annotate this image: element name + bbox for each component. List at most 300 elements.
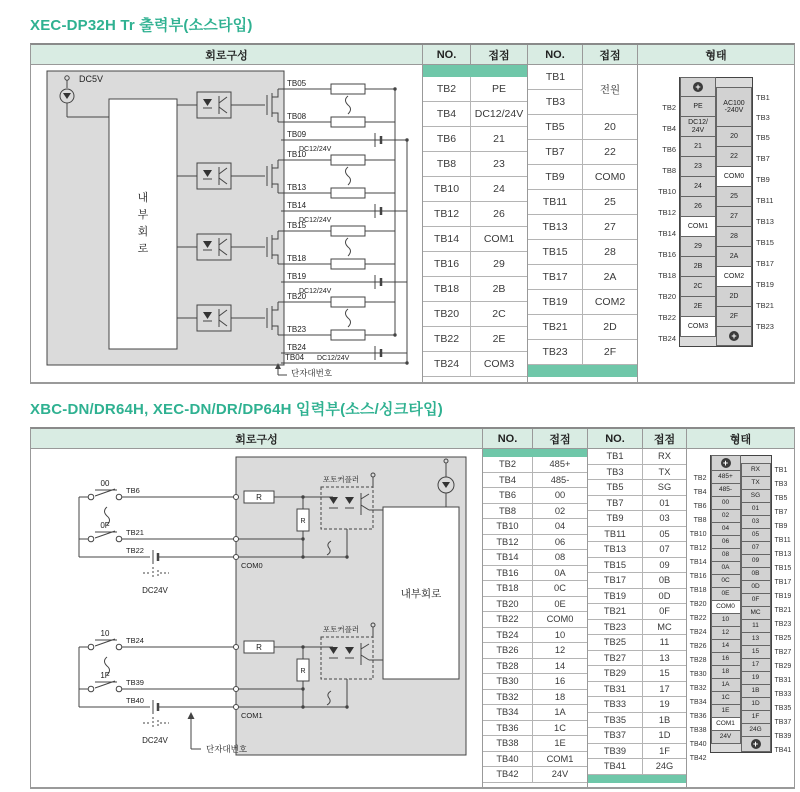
- table-row: [528, 265, 637, 290]
- terminal-pin-label: TB11: [774, 536, 791, 544]
- terminal-no: TB28: [483, 659, 533, 674]
- terminal-pin-label: TB7: [756, 154, 770, 163]
- terminal-no: TB9: [588, 511, 643, 526]
- contact-value: 01: [659, 497, 670, 508]
- table-row: [483, 488, 587, 504]
- terminal-pin-label: TB8: [693, 516, 707, 524]
- terminal-no: TB10: [423, 177, 471, 201]
- terminal-pin-label: TB32: [689, 684, 707, 692]
- terminal-cell: 1F: [741, 710, 771, 724]
- terminal-cell: TX: [741, 476, 771, 490]
- input-circuit-diagram: [31, 449, 483, 782]
- contact-value: SG: [657, 482, 672, 493]
- screw-icon: +: [729, 331, 739, 341]
- contact-value: 2D: [603, 321, 617, 333]
- green-strip: [423, 65, 527, 77]
- terminal-no: TB8: [483, 504, 533, 519]
- terminal-pin-label: TB20: [658, 292, 676, 301]
- table-row: [528, 190, 637, 215]
- power-row: [528, 65, 637, 115]
- section-input: [30, 398, 795, 789]
- contact-value: 485-: [550, 474, 570, 485]
- terminal-no: TB21: [588, 604, 643, 619]
- contact-value: PE: [491, 83, 506, 95]
- contact-value: COM0: [594, 171, 626, 183]
- dc-label: DC12/24V: [299, 288, 332, 295]
- terminal-cell: DC12/ 24V: [680, 116, 716, 137]
- terminal-cell: SG: [741, 489, 771, 503]
- terminal-no: TB3: [588, 465, 643, 480]
- terminal-pin-label: TB7: [774, 508, 788, 516]
- green-strip: [483, 449, 587, 457]
- tb-label: TB09: [287, 130, 307, 139]
- terminal-cell: 1E: [711, 704, 741, 718]
- terminal-no: TB18: [483, 581, 533, 596]
- terminal-cell: 485-: [711, 483, 741, 497]
- terminal-number-arrow: [191, 716, 201, 749]
- table-row: [528, 115, 637, 140]
- terminal-no: TB5: [528, 115, 583, 139]
- contact-value: 20: [604, 121, 616, 133]
- terminal-no: TB17: [588, 573, 643, 588]
- contact-value: COM1: [546, 753, 574, 764]
- terminal-no: TB16: [423, 252, 471, 276]
- terminal-pin-label: TB17: [756, 259, 774, 268]
- terminal-cell: 10: [711, 613, 741, 627]
- terminal-no: TB8: [423, 152, 471, 176]
- terminal-no: TB25: [588, 635, 643, 650]
- table-row: [423, 352, 527, 377]
- terminal-no: TB5: [588, 480, 643, 495]
- contact-value: 1C: [554, 722, 566, 733]
- terminal-no: TB23: [588, 620, 643, 635]
- table-row: [483, 736, 587, 752]
- terminal-cell: 2C: [680, 276, 716, 297]
- dc-label: DC24V: [142, 586, 168, 595]
- terminal-pin-label: TB22: [658, 313, 676, 322]
- terminal-table-right: [528, 65, 638, 382]
- resistor-label: R: [256, 643, 262, 652]
- contact-value: 05: [659, 528, 670, 539]
- contact-value: 2F: [603, 346, 617, 358]
- terminal-cell: 06: [711, 535, 741, 549]
- terminal-cell: 04: [711, 522, 741, 536]
- terminal-no: TB13: [528, 215, 583, 239]
- table-row: [588, 449, 686, 465]
- terminal-number-note: 단자대번호: [206, 744, 248, 754]
- terminal-pin-label: TB9: [774, 522, 788, 530]
- terminal-cell: RX: [741, 463, 771, 477]
- table-row: [483, 674, 587, 690]
- green-strip: [528, 365, 637, 377]
- terminal-cell: 21: [680, 136, 716, 157]
- terminal-cell: 28: [716, 226, 752, 247]
- terminal-pin-label: TB19: [774, 592, 792, 600]
- terminal-no: TB21: [528, 315, 583, 339]
- terminal-number-note: 단자대번호: [291, 368, 333, 377]
- terminal-pin-label: TB10: [658, 187, 676, 196]
- table-row: [423, 302, 527, 327]
- terminal-table-left: [423, 65, 528, 382]
- terminal-cell: 0A: [711, 561, 741, 575]
- tb-label: TB24: [287, 343, 307, 352]
- tb-label: TB23: [287, 325, 307, 334]
- dc-label: DC12/24V: [317, 355, 350, 362]
- header-contact: 접점: [583, 45, 638, 64]
- table-row: [588, 496, 686, 512]
- terminal-cell: AC100 -240V: [716, 87, 752, 127]
- tb-label: TB39: [126, 678, 144, 687]
- screw-icon: +: [751, 739, 761, 749]
- terminal-cell: 23: [680, 156, 716, 177]
- contact-value: 26: [493, 208, 505, 220]
- common-label: COM1: [241, 711, 263, 720]
- terminal-no: TB27: [588, 651, 643, 666]
- tb-label: TB14: [287, 201, 307, 210]
- terminal-no: TB22: [483, 612, 533, 627]
- terminal-pin-label: TB40: [689, 740, 707, 748]
- header-shape: 형태: [729, 433, 752, 446]
- table-row: [483, 767, 587, 783]
- terminal-pin-label: TB35: [774, 704, 792, 712]
- terminal-pin-label: TB22: [689, 614, 707, 622]
- contact-value: 28: [604, 246, 616, 258]
- terminal-cell: 00: [711, 496, 741, 510]
- terminal-no: TB23: [528, 340, 583, 364]
- table-row: [423, 327, 527, 352]
- terminal-no: TB14: [483, 550, 533, 565]
- terminal-no: TB2: [423, 77, 471, 101]
- table-row: [588, 511, 686, 527]
- contact-value: 12: [554, 645, 566, 656]
- contact-value: 21: [493, 133, 505, 145]
- tb-label: TB40: [126, 696, 144, 705]
- contact-value: 00: [554, 490, 566, 501]
- table-row: [423, 102, 527, 127]
- screw-cell: [711, 455, 741, 471]
- table-row: [588, 744, 686, 760]
- table-row: [483, 612, 587, 628]
- table-row: [483, 705, 587, 721]
- terminal-pin-label: TB14: [658, 229, 676, 238]
- header-no: NO.: [588, 429, 643, 448]
- terminal-pin-label: TB13: [774, 550, 792, 558]
- header-no: NO.: [423, 45, 471, 64]
- contact-value: 22: [604, 146, 616, 158]
- contact-value: 10: [554, 629, 566, 640]
- contact-value: COM2: [594, 296, 626, 308]
- terminal-cell: 15: [741, 645, 771, 659]
- photocoupler-label: 포토커플러: [322, 475, 360, 484]
- table-header: [30, 427, 795, 449]
- contact-value: MC: [657, 621, 672, 632]
- contact-value: 14: [554, 660, 566, 671]
- terminal-pin-label: TB31: [774, 676, 792, 684]
- terminal-stub: [680, 337, 716, 345]
- header-contact: 접점: [471, 45, 528, 64]
- contact-value: 2A: [603, 271, 617, 283]
- terminal-pin-label: TB30: [689, 670, 707, 678]
- terminal-stub: [711, 744, 741, 752]
- contact-value: 0A: [554, 567, 566, 578]
- terminal-cell: 0B: [741, 567, 771, 581]
- contact-value: COM1: [483, 233, 515, 245]
- terminal-no: TB15: [588, 558, 643, 573]
- terminal-no: TB2: [483, 457, 533, 472]
- terminal-pin-label: TB6: [693, 502, 707, 510]
- section1-title: XEC-DP32H Tr 출력부(소스타입): [30, 17, 253, 34]
- terminal-pin-label: TB37: [774, 718, 792, 726]
- terminal-pin-label: TB34: [689, 698, 707, 706]
- terminal-pin-label: TB36: [689, 712, 707, 720]
- contact-value: 09: [659, 559, 670, 570]
- table-row: [483, 597, 587, 613]
- contact-value: 06: [554, 536, 566, 547]
- table-row: [588, 682, 686, 698]
- terminal-no: TB37: [588, 728, 643, 743]
- contact-value: 0F: [659, 606, 670, 617]
- table-row: [588, 558, 686, 574]
- table-row: [588, 697, 686, 713]
- internal-circuit-label: 로: [137, 243, 149, 255]
- terminal-pin-label: TB21: [756, 301, 774, 310]
- terminal-pin-label: TB2: [693, 474, 707, 482]
- table-row: [588, 651, 686, 667]
- terminal-pin-label: TB21: [774, 606, 792, 614]
- terminal-table-left: [483, 449, 588, 787]
- terminal-cell: 29: [680, 236, 716, 257]
- terminal-pin-label: TB13: [756, 217, 774, 226]
- terminal-no: TB42: [483, 767, 533, 782]
- photocoupler-label: 포토커플러: [322, 625, 360, 634]
- terminal-pin-label: TB4: [693, 488, 707, 496]
- terminal-pin-label: TB1: [756, 92, 770, 102]
- section2-title: XBC-DN/DR64H, XEC-DN/DR/DP64H 입력부(소스/싱크타입): [30, 401, 444, 418]
- terminal-no: TB7: [588, 496, 643, 511]
- table-row: [483, 721, 587, 737]
- table-row: [483, 690, 587, 706]
- contact-value: 03: [659, 513, 670, 524]
- header-no: NO.: [483, 429, 533, 448]
- terminal-pin-label: TB2: [662, 103, 676, 112]
- terminal-no: TB15: [528, 240, 583, 264]
- terminal-no: TB30: [483, 674, 533, 689]
- contact-value: 11: [659, 637, 670, 648]
- terminal-cell: 1A: [711, 678, 741, 692]
- table-row: [528, 140, 637, 165]
- terminal-no: TB13: [588, 542, 643, 557]
- terminal-cell: 0F: [741, 593, 771, 607]
- terminal-pin-label: TB39: [774, 732, 792, 740]
- common-label: COM0: [241, 561, 263, 570]
- resistor-label: R: [300, 668, 306, 675]
- terminal-pin-label: TB18: [689, 586, 707, 594]
- table-row: [423, 177, 527, 202]
- contact-value: 07: [659, 544, 670, 555]
- terminal-cell: 1C: [711, 691, 741, 705]
- terminal-no: TB40: [483, 752, 533, 767]
- tb-label: TB19: [287, 272, 307, 281]
- contact-value: 02: [554, 505, 566, 516]
- terminal-no: TB34: [483, 705, 533, 720]
- terminal-pin-label: TB5: [774, 494, 788, 502]
- terminal-cell: 1B: [741, 684, 771, 698]
- table-row: [483, 566, 587, 582]
- table-row: [423, 77, 527, 102]
- terminal-pin-label: TB23: [774, 620, 792, 628]
- terminal-cell: 0C: [711, 574, 741, 588]
- terminal-no: TB19: [588, 589, 643, 604]
- table-row: [423, 252, 527, 277]
- dc-label: DC24V: [142, 736, 168, 745]
- tb-label: TB18: [287, 254, 307, 263]
- output-circuit-diagram: [31, 65, 423, 377]
- screw-icon: +: [721, 458, 731, 468]
- contact-value: 1D: [658, 730, 671, 741]
- terminal-pin-label: TB42: [689, 754, 707, 762]
- terminal-cell: 18: [711, 665, 741, 679]
- table-row: [423, 127, 527, 152]
- tb-label: TB13: [287, 183, 307, 192]
- terminal-pin-label: TB4: [662, 124, 676, 133]
- table-row: [588, 604, 686, 620]
- table-row: [423, 202, 527, 227]
- terminal-cell: 09: [741, 554, 771, 568]
- terminal-no: TB4: [423, 102, 471, 126]
- header-contact: 접점: [533, 429, 588, 448]
- terminal-no: TB11: [588, 527, 643, 542]
- table-row: [483, 473, 587, 489]
- header-circuit: 회로구성: [31, 429, 483, 448]
- terminal-pin-label: TB27: [774, 648, 792, 656]
- contact-value: 0E: [554, 598, 566, 609]
- terminal-cell: 25: [716, 186, 752, 207]
- screw-cell: [716, 326, 752, 346]
- terminal-pin-label: TB16: [658, 250, 676, 259]
- table-row: [483, 457, 587, 473]
- terminal-cell: COM2: [716, 266, 752, 287]
- terminal-no: TB24: [483, 628, 533, 643]
- contact-value: 0C: [554, 583, 566, 594]
- header-no: NO.: [528, 45, 583, 64]
- terminal-pin-label: TB8: [662, 166, 676, 175]
- terminal-no: TB24: [423, 352, 471, 376]
- terminal-no: TB17: [528, 265, 583, 289]
- internal-circuit-label: 회: [137, 226, 149, 238]
- contact-value: COM0: [546, 614, 574, 625]
- terminal-no: TB36: [483, 721, 533, 736]
- table-row: [483, 504, 587, 520]
- contact-value: 15: [659, 668, 670, 679]
- table-row: [483, 535, 587, 551]
- contact-value: RX: [658, 451, 671, 462]
- terminal-pin-label: TB10: [689, 530, 707, 538]
- contact-value: 17: [659, 683, 670, 694]
- header-contact: 접점: [643, 429, 687, 448]
- input-table: [30, 427, 795, 789]
- table-row: [528, 165, 637, 190]
- terminal-pin-label: TB24: [689, 628, 707, 636]
- contact-value: 04: [554, 521, 566, 532]
- terminal-cell: 24V: [711, 730, 741, 744]
- terminal-cell: 22: [716, 146, 752, 167]
- tb-label: TB05: [287, 79, 307, 88]
- terminal-cell: 0D: [741, 580, 771, 594]
- terminal-pin-label: TB24: [658, 334, 676, 343]
- screw-cell: [741, 736, 771, 752]
- internal-circuit-label: 내: [137, 192, 149, 204]
- table-row: [588, 635, 686, 651]
- terminal-pin-label: TB23: [756, 322, 774, 331]
- tb-label: TB15: [287, 221, 307, 230]
- terminal-cell: 02: [711, 509, 741, 523]
- contact-value: TX: [658, 466, 671, 477]
- terminal-no: TB41: [588, 759, 643, 774]
- table-row: [588, 713, 686, 729]
- terminal-no: TB39: [588, 744, 643, 759]
- terminal-cell: 14: [711, 639, 741, 653]
- contact-value: COM3: [483, 358, 515, 370]
- table-row: [528, 215, 637, 240]
- table-row: [588, 542, 686, 558]
- terminal-cell: 05: [741, 528, 771, 542]
- contact-value: 24V: [551, 769, 569, 780]
- contact-value: 13: [659, 652, 670, 663]
- tb-label: TB24: [126, 636, 144, 645]
- shape-cell: [638, 65, 794, 382]
- dc-label: DC12/24V: [299, 146, 332, 153]
- terminal-cell: 07: [741, 541, 771, 555]
- terminal-table-right: [588, 449, 687, 787]
- terminal-cell: 485+: [711, 470, 741, 484]
- terminal-cell: 2E: [680, 296, 716, 317]
- table-row: [528, 315, 637, 340]
- terminal-no: TB9: [528, 165, 583, 189]
- terminal-no: TB31: [588, 682, 643, 697]
- terminal-pin-label: TB26: [689, 642, 707, 650]
- header-circuit: 회로구성: [31, 45, 423, 64]
- terminal-pin-label: TB38: [689, 726, 707, 734]
- tb-label: TB6: [126, 486, 140, 495]
- terminal-pin-label: TB14: [689, 558, 707, 566]
- contact-value: 1E: [554, 738, 566, 749]
- terminal-cell: 11: [741, 619, 771, 633]
- table-row: [528, 340, 637, 365]
- circuit-diagram-cell: [31, 449, 483, 787]
- terminal-no: TB3: [545, 96, 566, 108]
- terminal-no: TB10: [483, 519, 533, 534]
- input-bit-label: 10: [100, 629, 110, 638]
- shape-cell: [687, 449, 794, 787]
- input-bit-label: 1F: [100, 671, 110, 680]
- table-row: [588, 589, 686, 605]
- terminal-no: TB20: [423, 302, 471, 326]
- terminal-pin-label: TB15: [774, 564, 792, 572]
- terminal-no: TB6: [483, 488, 533, 503]
- green-strip: [588, 775, 686, 783]
- input-bit-label: 00: [100, 479, 110, 488]
- contact-value: 24G: [655, 761, 674, 772]
- contact-value: 24: [493, 183, 505, 195]
- terminal-cell: 2A: [716, 246, 752, 267]
- terminal-no: TB35: [588, 713, 643, 728]
- terminal-cell: 01: [741, 502, 771, 516]
- terminal-pin-label: TB5: [756, 133, 770, 142]
- contact-value: 2E: [492, 333, 506, 345]
- resistor-label: R: [300, 518, 306, 525]
- table-row: [423, 152, 527, 177]
- tb-label: TB04: [285, 353, 305, 362]
